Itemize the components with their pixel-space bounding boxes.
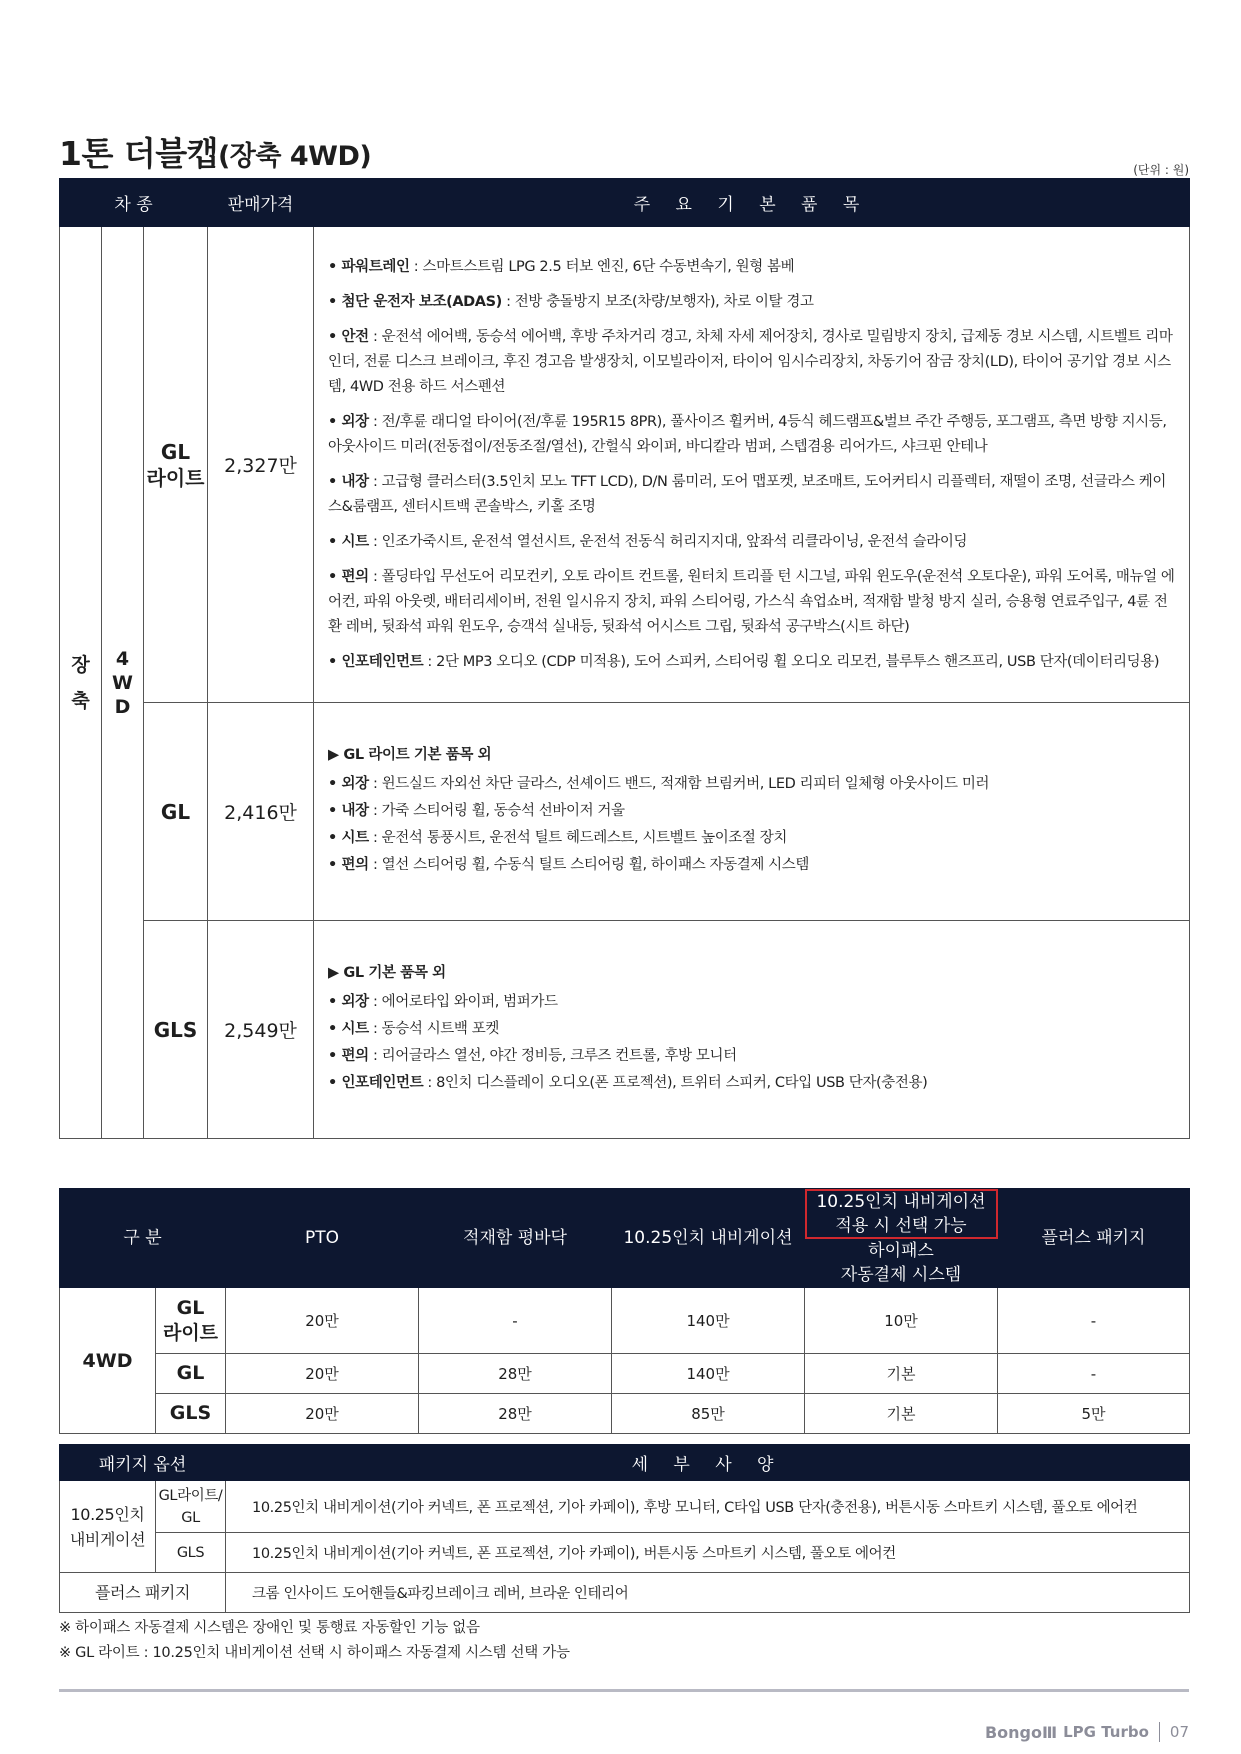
- footer-divider: [59, 1689, 1189, 1692]
- opt-navi: 140만: [612, 1288, 805, 1354]
- trim-price: 2,549만: [208, 921, 314, 1139]
- opt-plus: -: [998, 1354, 1190, 1394]
- opt-header-line: 적용 시 선택 가능: [835, 1215, 967, 1236]
- feature-item: • 안전 : 운전석 에어백, 동승석 에어백, 후방 주차거리 경고, 차체 자세 제어장치, 경사로 밀림방지 장치, 급제동 경보 시스템, 시트벨트 리마인더, 전륜 디스크 브레이크, 후진 경고음 발생장치, 이모빌라이저, 타이어 임시수리장치, 차동기어 잠금 장치(LD), 타이어 공기압 경보 시스템, 4WD 전용 하드 서스펜션: [328, 328, 1173, 395]
- pkg-detail: 10.25인치 내비게이션(기아 커넥트, 폰 프로젝션, 기아 카페이), 버튼시동 스마트키 시스템, 풀오토 에어컨: [226, 1533, 1190, 1573]
- header-features: 주 요 기 본 품 목: [314, 179, 1190, 227]
- pkg-trim: [156, 1481, 226, 1533]
- trim-price: 2,416만: [208, 703, 314, 921]
- trim-features: [314, 227, 1190, 703]
- opt-trim: GL: [156, 1354, 226, 1394]
- opt-flat-bed: 28만: [419, 1394, 612, 1434]
- trim-name: [144, 227, 208, 703]
- trim-name: [144, 703, 208, 921]
- trim-features: [314, 921, 1190, 1139]
- opt-header-flat-bed: 적재함 평바닥: [419, 1189, 612, 1288]
- feature-item: • 시트 : 인조가죽시트, 운전석 열선시트, 운전석 전동식 허리지지대, 앞좌석 리클라이닝, 운전석 슬라이딩: [328, 533, 968, 550]
- trim-name-line: GL: [160, 439, 191, 464]
- drive-char: W: [112, 671, 133, 694]
- page-title: [59, 128, 371, 175]
- axle-char: 장: [71, 653, 90, 676]
- opt-header-category: 구 분: [60, 1189, 226, 1288]
- feature-item: • 내장 : 고급형 클러스터(3.5인치 모노 TFT LCD), D/N 룸미러, 도어 맵포켓, 보조매트, 도어커티시 리플렉터, 재떨이 조명, 선글라스 케이스&룸램프, 센터시트백 콘솔박스, 키홀 조명: [328, 473, 1166, 515]
- opt-plus: 5만: [998, 1394, 1190, 1434]
- feature-item: • 내장 : 가죽 스티어링 휠, 동승석 선바이저 거울: [328, 803, 625, 819]
- feature-item: • 인포테인먼트 : 8인치 디스플레이 오디오(폰 프로젝션), 트위터 스피커, C타입 USB 단자(충전용): [328, 1075, 928, 1091]
- opt-header-line: 자동결제 시스템: [840, 1265, 962, 1285]
- header-type: 차 종: [60, 179, 208, 227]
- pkg-detail: 10.25인치 내비게이션(기아 커넥트, 폰 프로젝션, 기아 카페이), 후방 모니터, C타입 USB 단자(충전용), 버튼시동 스마트키 시스템, 풀오토 에어컨: [226, 1481, 1190, 1533]
- feature-item: • 첨단 운전자 보조(ADAS) : 전방 충돌방지 보조(차량/보행자), 차로 이탈 경고: [328, 293, 814, 310]
- trim-price: 2,327만: [208, 227, 314, 703]
- opt-hipass: 기본: [805, 1394, 998, 1434]
- feature-item: • 편의 : 리어글라스 열선, 야간 정비등, 크루즈 컨트롤, 후방 모니터: [328, 1048, 737, 1064]
- unit-note: (단위 : 원): [1133, 163, 1189, 177]
- opt-header-line: 10.25인치 내비게이션: [816, 1191, 986, 1212]
- opt-header-navi: 10.25인치 내비게이션: [612, 1189, 805, 1288]
- trim-name-line: GLS: [153, 1017, 198, 1042]
- trim-features: [314, 703, 1190, 921]
- feature-item: • 외장 : 에어로타입 와이퍼, 범퍼가드: [328, 994, 558, 1010]
- option-price-table: [59, 1188, 1190, 1434]
- feature-subhead: ▶ GL 기본 품목 외: [328, 965, 446, 981]
- pkg-header-detail: 세 부 사 양: [226, 1445, 1190, 1481]
- footnote: ※ GL 라이트 : 10.25인치 내비게이션 선택 시 하이패스 자동결제 시스템 선택 가능: [59, 1645, 570, 1661]
- opt-trim-line: GL: [176, 1296, 205, 1319]
- opt-hipass: 10만: [805, 1288, 998, 1354]
- opt-pto: 20만: [226, 1288, 419, 1354]
- footer-brand: BongoⅢ: [984, 1722, 1058, 1742]
- opt-drive-label: 4WD: [60, 1288, 156, 1434]
- opt-navi: 85만: [612, 1394, 805, 1434]
- page-number: 07: [1169, 1723, 1189, 1741]
- footnotes: [59, 1616, 570, 1666]
- opt-trim-line: 라이트: [162, 1321, 219, 1344]
- page-title-paren: (장축 4WD): [217, 141, 372, 172]
- pkg-plus-detail: 크롬 인사이드 도어핸들&파킹브레이크 레버, 브라운 인테리어: [226, 1573, 1190, 1613]
- opt-plus: -: [998, 1288, 1190, 1354]
- trim-name-line: 라이트: [146, 465, 205, 490]
- header-price: 판매가격: [208, 179, 314, 227]
- axle-cell: [60, 227, 102, 1139]
- pkg-trim: GLS: [156, 1533, 226, 1573]
- drive-char: D: [114, 695, 131, 718]
- feature-item: • 외장 : 전/후륜 래디얼 타이어(전/후륜 195R15 8PR), 풀사이즈 휠커버, 4등식 헤드램프&벌브 주간 주행등, 포그램프, 측면 방향 지시등, 아웃사이드 미러(전동접이/전동조절/열선), 간헐식 와이퍼, 바디칼라 범퍼, 스텝겸용 리어가드, 샤크핀 안테나: [328, 413, 1167, 455]
- opt-header-hipass: [805, 1239, 998, 1288]
- pkg-navi-label-line: 10.25인치: [70, 1504, 145, 1524]
- opt-trim: [156, 1288, 226, 1354]
- pkg-plus-label: 플러스 패키지: [60, 1573, 226, 1613]
- opt-flat-bed: 28만: [419, 1354, 612, 1394]
- opt-header-pto: PTO: [226, 1189, 419, 1288]
- opt-header-plus: 플러스 패키지: [998, 1189, 1190, 1288]
- opt-trim: GLS: [156, 1394, 226, 1434]
- footer-separator: [1159, 1722, 1160, 1742]
- opt-pto: 20만: [226, 1354, 419, 1394]
- feature-item: • 시트 : 동승석 시트백 포켓: [328, 1021, 499, 1037]
- pkg-navi-label-line: 내비게이션: [69, 1529, 146, 1549]
- feature-item: • 외장 : 윈드실드 자외선 차단 글라스, 선셰이드 밴드, 적재함 브림커버, LED 리피터 일체형 아웃사이드 미러: [328, 776, 990, 792]
- pkg-trim-line: GL: [181, 1509, 200, 1526]
- opt-header-navi-select: [805, 1189, 998, 1239]
- drive-cell: [102, 227, 144, 1139]
- trim-name-line: GL: [160, 799, 191, 824]
- trim-price-table: [59, 178, 1190, 1139]
- feature-item: • 파워트레인 : 스마트스트림 LPG 2.5 터보 엔진, 6단 수동변속기, 원형 봄베: [328, 258, 795, 275]
- opt-flat-bed: -: [419, 1288, 612, 1354]
- feature-item: • 편의 : 열선 스티어링 휠, 수동식 틸트 스티어링 휠, 하이패스 자동결제 시스템: [328, 857, 809, 873]
- page-title-main: 1톤 더블캡: [59, 134, 218, 173]
- pkg-navi-label: [60, 1481, 156, 1573]
- footer-model: LPG Turbo: [1063, 1723, 1149, 1741]
- feature-item: • 시트 : 운전석 통풍시트, 운전석 틸트 헤드레스트, 시트벨트 높이조절 장치: [328, 830, 787, 846]
- opt-pto: 20만: [226, 1394, 419, 1434]
- page-footer: [985, 1722, 1189, 1742]
- opt-header-line: 하이패스: [868, 1241, 934, 1261]
- package-table: [59, 1444, 1190, 1613]
- footnote: ※ 하이패스 자동결제 시스템은 장애인 및 통행료 자동할인 기능 없음: [59, 1620, 480, 1636]
- feature-subhead: ▶ GL 라이트 기본 품목 외: [328, 747, 492, 763]
- feature-item: • 편의 : 폴딩타입 무선도어 리모컨키, 오토 라이트 컨트롤, 원터치 트리플 턴 시그널, 파워 윈도우(운전석 오토다운), 파워 도어록, 매뉴얼 에어컨, 파워 아웃렛, 배터리세이버, 전원 일시유지 장치, 파워 스티어링, 가스식 쇽업쇼버, 적재함 발청 방지 실러, 승용형 연료주입구, 4륜 전환 레버, 뒷좌석 파워 윈도우, 승객석 실내등, 뒷좌석 어시스트 그립, 뒷좌석 공구박스(시트 하단): [328, 568, 1175, 635]
- pkg-trim-line: GL라이트/: [158, 1487, 223, 1504]
- feature-item: • 인포테인먼트 : 2단 MP3 오디오 (CDP 미적용), 도어 스피커, 스티어링 휠 오디오 리모컨, 블루투스 핸즈프리, USB 단자(데이터리딩용): [328, 653, 1160, 670]
- drive-char: 4: [115, 647, 130, 670]
- pkg-header-option: 패키지 옵션: [60, 1445, 226, 1481]
- opt-hipass: 기본: [805, 1354, 998, 1394]
- trim-name: [144, 921, 208, 1139]
- axle-char: 축: [71, 689, 90, 712]
- opt-navi: 140만: [612, 1354, 805, 1394]
